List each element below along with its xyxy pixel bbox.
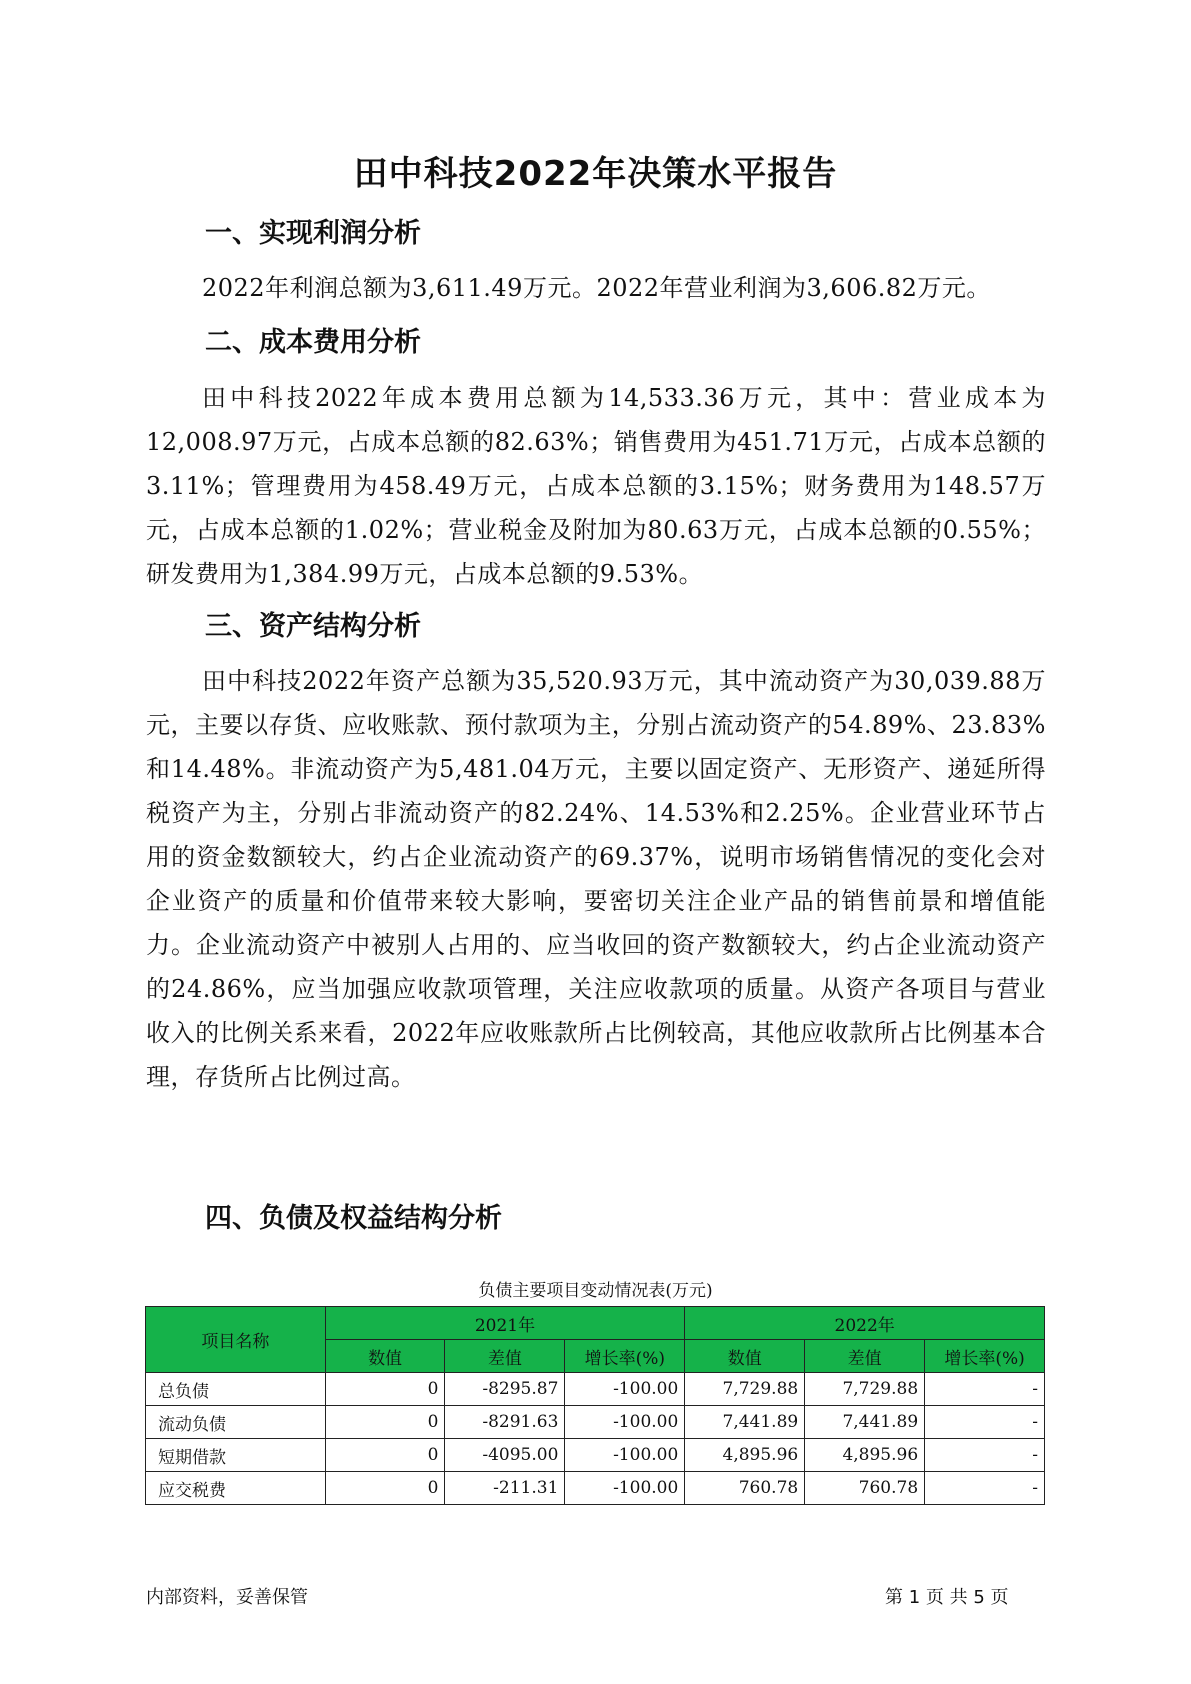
cell-growth-2022: - <box>925 1472 1045 1505</box>
cell-diff-2022: 7,729.88 <box>805 1373 925 1406</box>
section-heading-profit: 一、实现利润分析 <box>205 218 421 249</box>
row-name: 短期借款 <box>146 1439 326 1472</box>
liabilities-table <box>145 1306 1045 1505</box>
cell-value-2022: 760.78 <box>685 1472 805 1505</box>
column-header-diff-2022: 差值 <box>805 1340 925 1373</box>
cell-diff-2021: -8291.63 <box>445 1406 565 1439</box>
table-caption: 负债主要项目变动情况表(万元) <box>478 1281 713 1301</box>
cell-growth-2021: -100.00 <box>565 1406 685 1439</box>
cell-diff-2022: 7,441.89 <box>805 1406 925 1439</box>
column-header-growth-2021: 增长率(%) <box>565 1340 685 1373</box>
document-title: 田中科技2022年决策水平报告 <box>353 154 838 194</box>
table-row <box>146 1373 1045 1406</box>
section-paragraph-cost: 田中科技2022年成本费用总额为14,533.36万元，其中：营业成本为12,008.97万元，占成本总额的82.63%；销售费用为451.71万元，占成本总额的3.11%；管理费用为458.49万元，占成本总额的3.15%；财务费用为148.57万元，占成本总额的1.02%；营业税金及附加为80.63万元，占成本总额的0.55%；研发费用为1,384.99万元，占成本总额的9.53%。 <box>146 384 1046 588</box>
table-row <box>146 1406 1045 1439</box>
cell-diff-2021: -4095.00 <box>445 1439 565 1472</box>
column-header-growth-2022: 增长率(%) <box>925 1340 1045 1373</box>
column-header-value-2022: 数值 <box>685 1340 805 1373</box>
cell-diff-2021: -8295.87 <box>445 1373 565 1406</box>
cell-value-2021: 0 <box>325 1472 445 1505</box>
cell-value-2021: 0 <box>325 1373 445 1406</box>
cell-diff-2022: 4,895.96 <box>805 1439 925 1472</box>
cell-growth-2021: -100.00 <box>565 1439 685 1472</box>
cell-growth-2022: - <box>925 1373 1045 1406</box>
cell-value-2022: 7,441.89 <box>685 1406 805 1439</box>
cell-growth-2022: - <box>925 1439 1045 1472</box>
table-row <box>146 1472 1045 1505</box>
cell-diff-2021: -211.31 <box>445 1472 565 1505</box>
cell-value-2022: 7,729.88 <box>685 1373 805 1406</box>
table-header-row <box>146 1307 1045 1340</box>
cell-value-2022: 4,895.96 <box>685 1439 805 1472</box>
cell-growth-2021: -100.00 <box>565 1472 685 1505</box>
column-header-item-name: 项目名称 <box>146 1307 326 1373</box>
footer-confidential-note: 内部资料，妥善保管 <box>146 1587 308 1608</box>
cell-growth-2022: - <box>925 1406 1045 1439</box>
section-paragraph-assets: 田中科技2022年资产总额为35,520.93万元，其中流动资产为30,039.88万元，主要以存货、应收账款、预付款项为主，分别占流动资产的54.89%、23.83%和14.48%。非流动资产为5,481.04万元，主要以固定资产、无形资产、递延所得税资产为主，分别占非流动资产的82.24%、14.53%和2.25%。企业营业环节占用的资金数额较大，约占企业流动资产的69.37%，说明市场销售情况的变化会对企业资产的质量和价值带来较大影响，要密切关注企业产品的销售前景和增值能力。企业流动资产中被别人占用的、应当收回的资产数额较大，约占企业流动资产的24.86%，应当加强应收款项管理，关注应收款项的质量。从资产各项目与营业收入的比例关系来看，2022年应收账款所占比例较高，其他应收款所占比例基本合理，存货所占比例过高。 <box>146 667 1046 1091</box>
cell-value-2021: 0 <box>325 1439 445 1472</box>
footer-page-number: 第 1 页 共 5 页 <box>885 1587 1009 1608</box>
cell-diff-2022: 760.78 <box>805 1472 925 1505</box>
column-header-year-2022: 2022年 <box>685 1307 1045 1340</box>
section-paragraph-profit: 2022年利润总额为3,611.49万元。2022年营业利润为3,606.82万元。 <box>202 274 991 302</box>
row-name: 流动负债 <box>146 1406 326 1439</box>
section-heading-liabilities: 四、负债及权益结构分析 <box>205 1203 502 1234</box>
column-header-year-2021: 2021年 <box>325 1307 685 1340</box>
section-heading-assets: 三、资产结构分析 <box>205 611 421 642</box>
column-header-diff-2021: 差值 <box>445 1340 565 1373</box>
section-heading-cost: 二、成本费用分析 <box>205 327 421 358</box>
column-header-value-2021: 数值 <box>325 1340 445 1373</box>
cell-value-2021: 0 <box>325 1406 445 1439</box>
table-row <box>146 1439 1045 1472</box>
cell-growth-2021: -100.00 <box>565 1373 685 1406</box>
row-name: 应交税费 <box>146 1472 326 1505</box>
row-name: 总负债 <box>146 1373 326 1406</box>
